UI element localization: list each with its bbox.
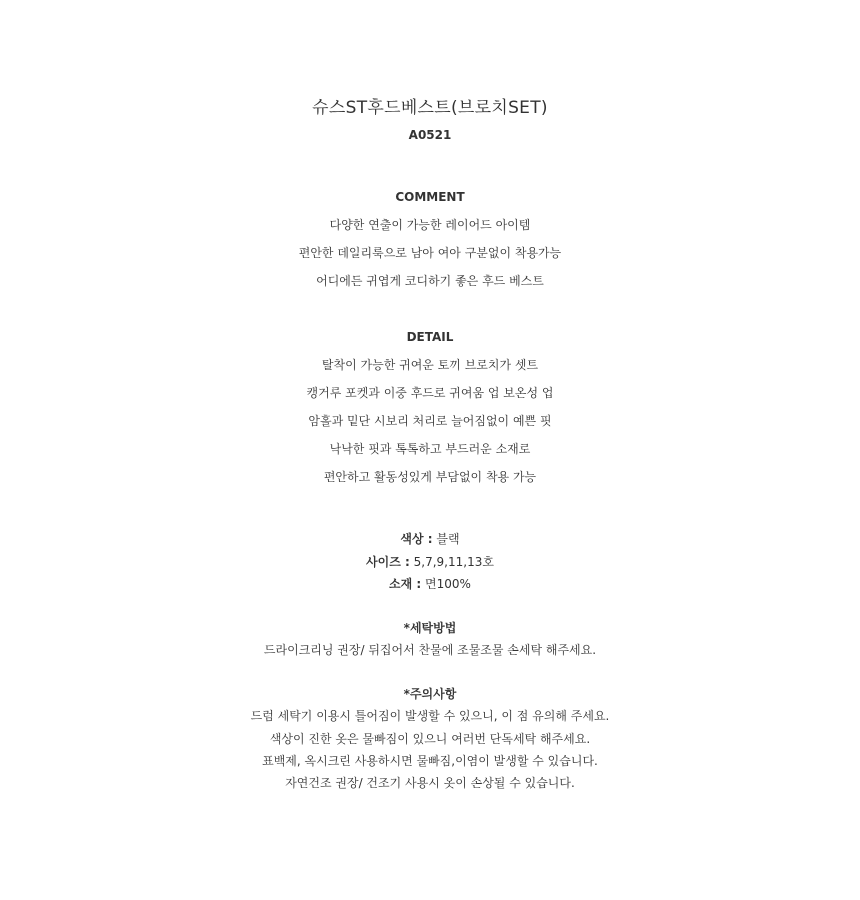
spec-size-label: 사이즈 : [366,555,410,569]
product-title: 슈스ST후드베스트(브로치SET) [312,98,548,118]
caution-heading: *주의사항 [403,687,457,701]
caution-line: 색상이 진한 옷은 물빠짐이 있으니 여러번 단독세탁 해주세요. [269,732,591,746]
detail-line: 암홀과 밑단 시보리 처리로 늘어짐없이 예쁜 핏 [308,414,552,428]
spec-material-label: 소재 : [389,577,422,591]
washing-heading: *세탁방법 [403,621,457,635]
spec-color-value: 블랙 [436,532,460,546]
product-code: A0521 [408,128,452,142]
detail-line: 낙낙한 핏과 톡톡하고 부드러운 소재로 [329,442,531,456]
caution-line: 드럼 세탁기 이용시 틀어짐이 발생할 수 있으니, 이 점 유의해 주세요. [250,709,610,723]
caution-line: 표백제, 옥시크린 사용하시면 물빠짐,이염이 발생할 수 있습니다. [262,754,598,768]
spec-material-value: 면100% [425,577,471,591]
spec-size-value: 5,7,9,11,13호 [413,555,494,569]
comment-heading: COMMENT [395,190,465,204]
spec-color [0,530,860,548]
comment-line: 어디에든 귀엽게 코디하기 좋은 후드 베스트 [316,274,544,288]
detail-line: 편안하고 활동성있게 부담없이 착용 가능 [323,470,537,484]
comment-line: 편안한 데일리룩으로 남아 여아 구분없이 착용가능 [298,246,562,260]
detail-heading: DETAIL [406,330,454,344]
detail-line: 탈착이 가능한 귀여운 토끼 브로치가 셋트 [321,358,539,372]
spec-color-label: 색상 : [400,532,433,546]
spec-size [0,553,860,571]
comment-line: 다양한 연출이 가능한 레이어드 아이템 [329,218,531,232]
washing-line: 드라이크리닝 권장/ 뒤집어서 찬물에 조물조물 손세탁 해주세요. [263,643,597,657]
detail-line: 캥거루 포켓과 이중 후드로 귀여움 업 보온성 업 [306,386,554,400]
caution-line: 자연건조 권장/ 건조기 사용시 옷이 손상될 수 있습니다. [285,776,575,790]
spec-material [0,575,860,593]
